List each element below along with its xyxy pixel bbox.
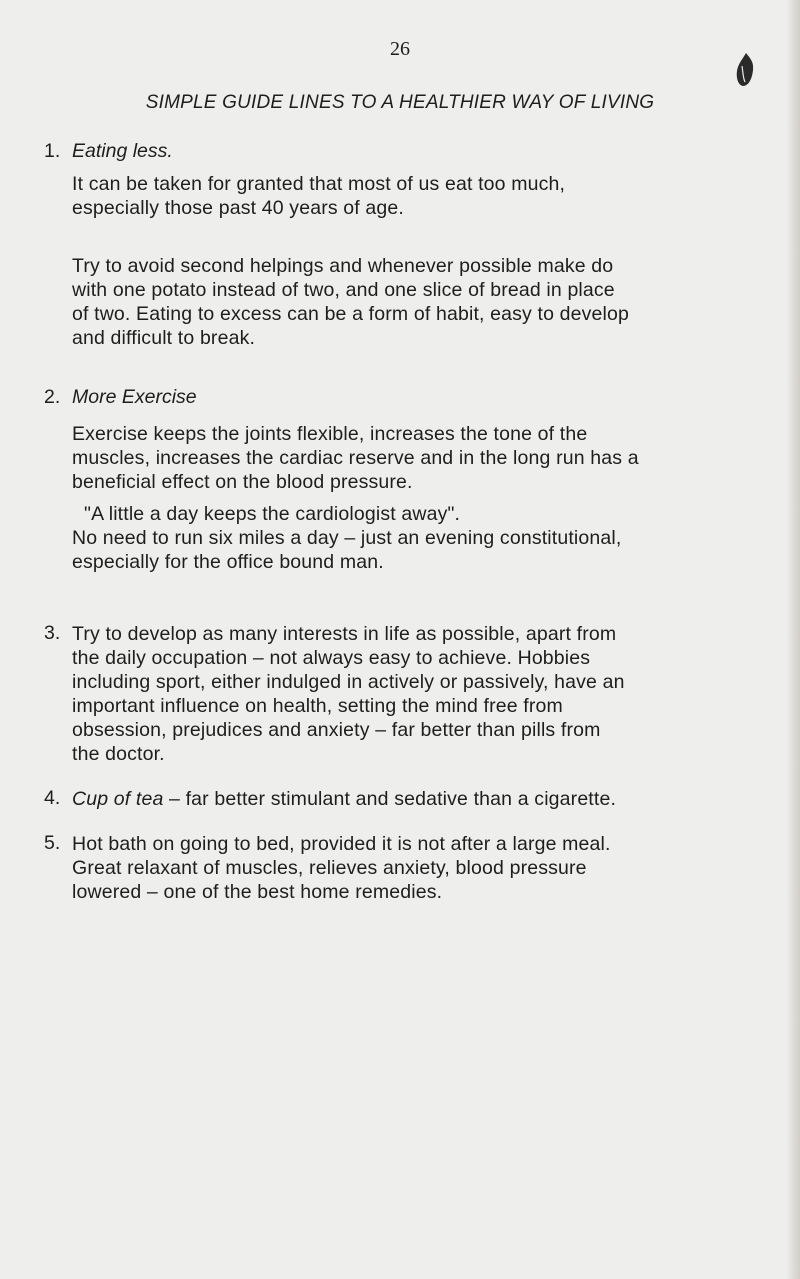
paragraph: [72, 502, 782, 574]
paragraph: [72, 787, 782, 811]
text-line: beneficial effect on the blood pressure.: [72, 471, 413, 493]
text-line: with one potato instead of two, and one slice of bread in place: [72, 279, 615, 301]
page-number: 26: [390, 38, 410, 60]
text-line: Great relaxant of muscles, relieves anxiety, blood pressure: [72, 857, 587, 879]
paragraph: [72, 622, 782, 766]
text-line: muscles, increases the cardiac reserve and in the long run has a: [72, 447, 639, 469]
item-number: 2.: [44, 386, 61, 408]
item-text: – far better stimulant and sedative than a cigarette.: [163, 788, 617, 810]
text-line: Try to avoid second helpings and whenever possible make do: [72, 255, 614, 277]
text-line: the daily occupation – not always easy to achieve. Hobbies: [72, 647, 591, 669]
text-line: [72, 787, 782, 811]
text-line: It can be taken for granted that most of us eat too much,: [72, 173, 566, 195]
paragraph: [72, 832, 782, 904]
text-line: Exercise keeps the joints flexible, increases the tone of the: [72, 423, 588, 445]
ink-blot-icon: [734, 52, 756, 88]
quote-line: "A little a day keeps the cardiologist away".: [84, 503, 461, 525]
item-number: 4.: [44, 787, 61, 809]
text-line: including sport, either indulged in actively or passively, have an: [72, 671, 625, 693]
text-line: Try to develop as many interests in life as possible, apart from: [72, 623, 617, 645]
page-edge-shadow: [786, 0, 800, 1279]
text-line: especially those past 40 years of age.: [72, 197, 404, 219]
item-number: 1.: [44, 140, 61, 162]
page-title: SIMPLE GUIDE LINES TO A HEALTHIER WAY OF LIVING: [145, 92, 655, 113]
item-heading: Cup of tea: [72, 788, 164, 810]
text-line: obsession, prejudices and anxiety – far better than pills from: [72, 719, 601, 741]
item-number: 3.: [44, 622, 61, 644]
item-heading: Eating less.: [72, 140, 173, 162]
item-heading: More Exercise: [72, 386, 197, 408]
paragraph: [72, 422, 782, 494]
text-line: lowered – one of the best home remedies.: [72, 881, 443, 903]
text-line: especially for the office bound man.: [72, 551, 384, 573]
text-line: important influence on health, setting the mind free from: [72, 695, 563, 717]
text-line: of two. Eating to excess can be a form of habit, easy to develop: [72, 303, 629, 325]
text-line: the doctor.: [72, 743, 165, 765]
text-line: Hot bath on going to bed, provided it is not after a large meal.: [72, 833, 611, 855]
paragraph: [72, 254, 782, 350]
paragraph: [72, 172, 782, 220]
text-line: and difficult to break.: [72, 327, 256, 349]
text-line: No need to run six miles a day – just an evening constitutional,: [72, 527, 622, 549]
item-number: 5.: [44, 832, 61, 854]
